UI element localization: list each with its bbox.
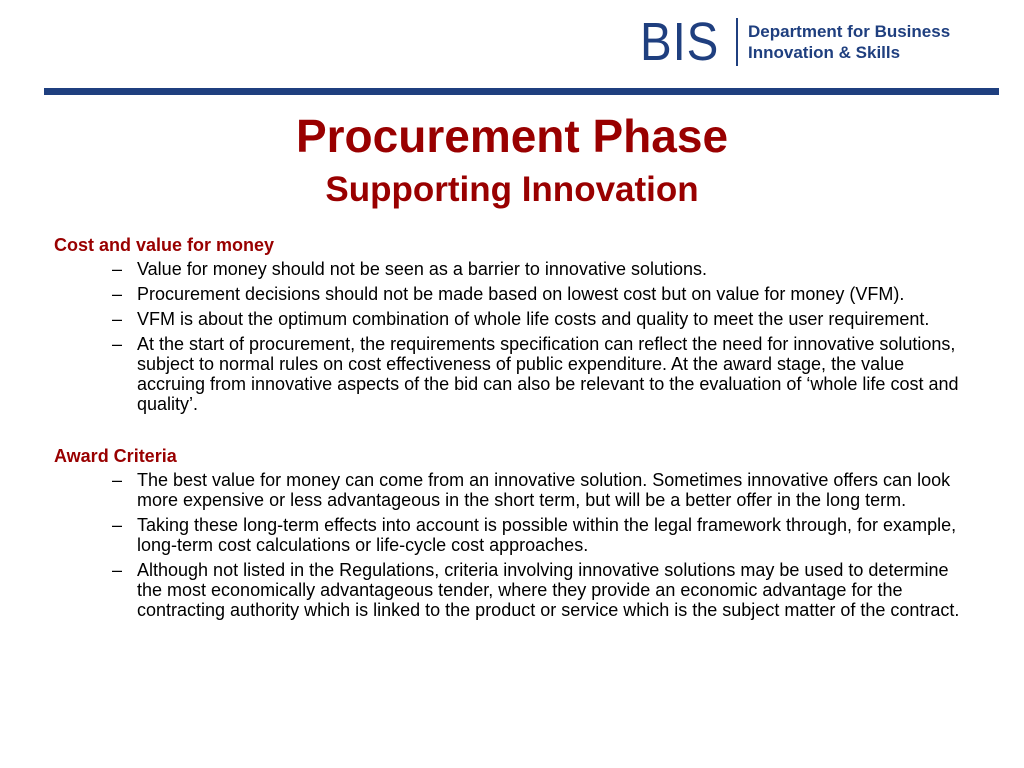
bullet-list	[54, 470, 984, 620]
logo-line-1: Department for Business	[748, 22, 951, 41]
bullet-list	[54, 259, 984, 414]
dash-bullet: –	[112, 560, 123, 580]
bullet-text: The best value for money can come from an innovative solution. Sometimes innovative offers can look more expensive or less advantageous in the short term, but will be a better offer in the long term.	[137, 470, 951, 510]
dash-bullet: –	[112, 470, 123, 490]
bullet-point	[54, 470, 967, 510]
dash-bullet: –	[112, 259, 123, 279]
bullet-point	[54, 515, 967, 555]
bullet-text: Procurement decisions should not be made based on lowest cost but on value for money (VFM).	[137, 284, 905, 304]
bullet-text: Taking these long-term effects into account is possible within the legal framework through, for example, long-term cost calculations or life-cycle cost approaches.	[137, 515, 957, 555]
dash-bullet: –	[112, 334, 123, 354]
dash-bullet: –	[112, 284, 123, 304]
slide-content	[54, 234, 984, 625]
section-award-criteria	[54, 445, 984, 620]
bullet-point	[54, 560, 967, 620]
header-rule	[44, 88, 999, 95]
slide-title: Procurement Phase	[295, 110, 729, 162]
bullet-point	[54, 284, 967, 304]
bullet-text: VFM is about the optimum combination of whole life costs and quality to meet the user requirement.	[137, 309, 930, 329]
logo-department-name	[748, 21, 950, 63]
bullet-text: At the start of procurement, the requirements specification can reflect the need for innovative solutions, subject to normal rules on cost effectiveness of public expenditure. At the award stage, the value accruing from innovative aspects of the bid can also be relevant to the evaluation of ‘whole life cost and quality’.	[137, 334, 959, 414]
bullet-point	[54, 259, 967, 279]
bullet-point	[54, 309, 967, 329]
bullet-text: Although not listed in the Regulations, criteria involving innovative solutions may be used to determine the most economically advantageous tender, where they provide an economic advantage for the contracting authority which is linked to the product or service which is the subject matter of the contract.	[137, 560, 960, 620]
section-spacer	[54, 419, 984, 445]
bullet-text: Value for money should not be seen as a barrier to innovative solutions.	[137, 259, 708, 279]
section-heading: Award Criteria	[54, 446, 177, 466]
dash-bullet: –	[112, 309, 123, 329]
section-heading: Cost and value for money	[54, 235, 275, 255]
section-cost-value	[54, 234, 984, 414]
logo-divider	[736, 18, 738, 66]
logo-line-2: Innovation & Skills	[748, 43, 901, 62]
dash-bullet: –	[112, 515, 123, 535]
bullet-point	[54, 334, 967, 414]
bis-logo	[640, 14, 950, 70]
slide-subtitle: Supporting Innovation	[325, 170, 699, 209]
logo-mark: BIS	[640, 12, 720, 72]
